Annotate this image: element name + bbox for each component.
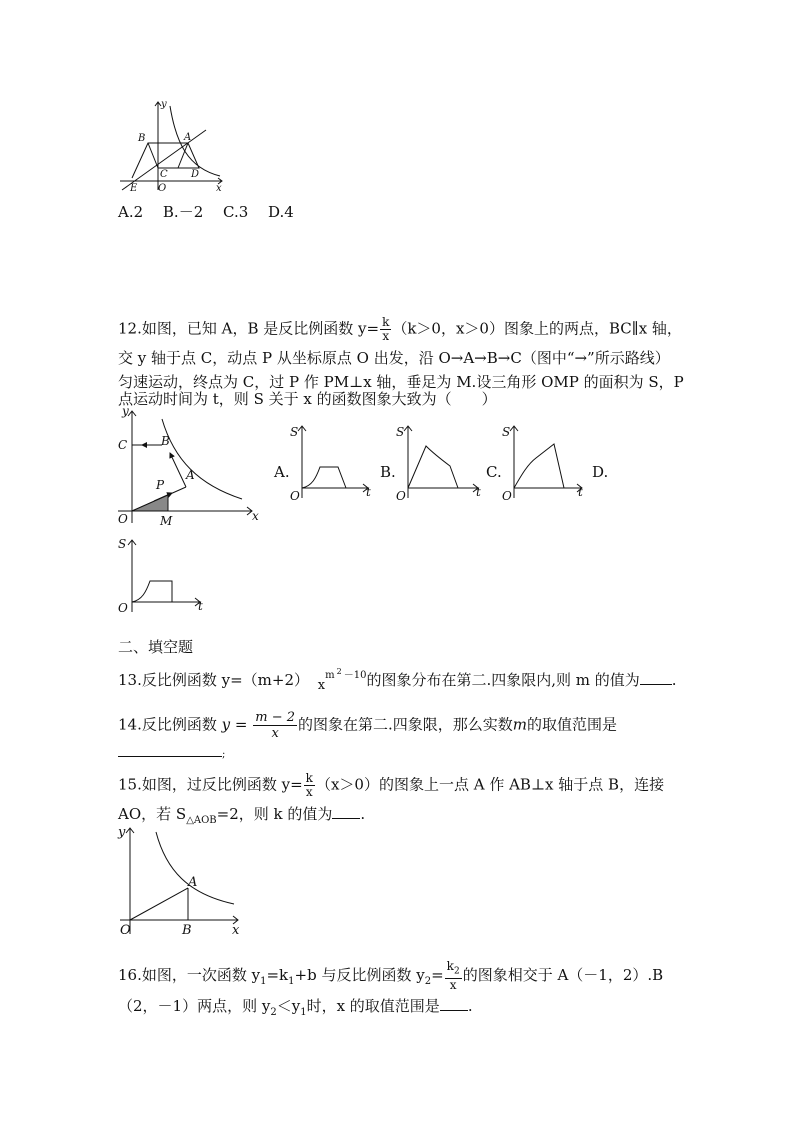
q15-line2-pre: AO，若 S — [118, 805, 187, 823]
q12-d-s: S — [118, 537, 127, 551]
q15-line1-pre: 15.如图，过反比例函数 y= — [118, 775, 303, 794]
q12-label-y: y — [122, 405, 129, 418]
q16-l2-sub2: 1 — [300, 1007, 307, 1018]
q15-frac-den: x — [305, 785, 313, 799]
q12-c-o: O — [502, 489, 512, 503]
q13-base: x — [317, 678, 326, 693]
q16-frac-sub: 2 — [453, 966, 460, 977]
q11-label-b: B — [138, 133, 146, 144]
q16-line2 — [118, 996, 473, 1023]
q14-post-a: 的图象在第二.四象限，那么实数 — [298, 715, 513, 734]
q15-line1 — [118, 772, 664, 799]
q16-l1-b: =k — [266, 966, 289, 985]
q13-exponent — [325, 667, 367, 681]
q12-label-b: B — [161, 434, 170, 448]
q12-label-a: A — [186, 468, 195, 482]
q15-label-o: O — [120, 923, 131, 938]
q12-option-b-label: B. — [380, 463, 396, 481]
q16-l2-sub1: 2 — [270, 1007, 277, 1018]
q14-frac-den: x — [271, 726, 279, 741]
q16-l1-sub3: 2 — [424, 976, 432, 988]
q12-b-o: O — [396, 489, 406, 503]
q16-frac-num — [445, 960, 462, 979]
q11-label-d: D — [191, 169, 200, 180]
q12-label-o: O — [118, 512, 128, 526]
q12-frac-num: k — [382, 315, 390, 329]
q12-option-b-graph — [392, 422, 487, 504]
q16-l1-d: = — [431, 966, 444, 985]
q16-l2-b: ＜y — [276, 997, 301, 1015]
q12-line1 — [118, 316, 682, 343]
q14-frac-num: m − 2 — [255, 710, 295, 725]
q15-label-x: x — [232, 923, 240, 938]
q16-fraction — [445, 960, 462, 992]
q13-exp-tail: －10 — [343, 670, 367, 681]
q15-answer-blank[interactable] — [332, 804, 360, 819]
q14-line1 — [118, 710, 617, 741]
q12-shaded-triangle — [132, 495, 168, 511]
q14-line2 — [118, 742, 225, 765]
q13-exp-sup: 2 — [336, 667, 342, 676]
q12-a-o: O — [290, 489, 300, 503]
q13 — [118, 667, 677, 693]
q12-line2: 交 y 轴于点 C，动点 P 从坐标原点 O 出发，沿 O→A→B→C（图中“→”所示路线） — [118, 349, 670, 367]
q11-label-x: x — [216, 183, 222, 193]
q15-label-b: B — [182, 923, 192, 938]
q12-a-s: S — [290, 425, 299, 439]
q12-a-t: t — [366, 485, 371, 499]
q14-tail: ; — [222, 749, 226, 760]
q14-answer-blank[interactable] — [118, 742, 222, 757]
q12-option-c-label: C. — [486, 463, 502, 481]
q13-pre: 13.反比例函数 y=（m+2） — [118, 671, 310, 689]
q11-label-y: y — [161, 99, 167, 110]
q12-label-p: P — [156, 478, 165, 492]
q12-option-d-label: D. — [592, 463, 609, 481]
q13-answer-blank[interactable] — [640, 670, 672, 685]
q12-d-o: O — [118, 601, 128, 615]
q11-label-e: E — [130, 183, 138, 193]
q15-sub: △AOB — [186, 815, 217, 826]
q14-pre: 14.反比例函数 — [118, 715, 217, 734]
q16-l1-sub2: 1 — [288, 976, 295, 988]
q15-line1-post: （x＞0）的图象上一点 A 作 AB⊥x 轴于点 B，连接 — [315, 775, 665, 794]
q15-line2-post: =2，则 k 的值为 — [216, 805, 333, 823]
q15-label-a: A — [188, 875, 198, 890]
q12-frac-den: x — [382, 329, 390, 343]
q12-c-s: S — [502, 425, 511, 439]
q15-period: . — [360, 805, 366, 823]
q11-figure — [118, 98, 228, 193]
q11-label-o: O — [158, 183, 167, 193]
q12-option-c-graph — [498, 422, 590, 504]
q16-l2-c: 时，x 的取值范围是 — [306, 997, 440, 1015]
q12-line4: 点运动时间为 t，则 S 关于 x 的函数图象大致为（ ） — [118, 390, 497, 408]
q14-fraction — [253, 710, 297, 741]
q15-frac-num: k — [305, 771, 313, 785]
q16-l1-a: 16.如图，一次函数 y — [118, 966, 261, 985]
q16-line1 — [118, 960, 663, 992]
q16-l1-c: +b 与反比例函数 y — [294, 966, 425, 985]
q16-frac-k: k — [446, 959, 454, 973]
q12-d-t: t — [198, 599, 203, 613]
q13-period: . — [671, 671, 677, 689]
q16-period: . — [467, 997, 473, 1015]
q12-option-a-graph — [286, 422, 376, 504]
q12-line1-pre: 12.如图，已知 A，B 是反比例函数 y= — [118, 319, 380, 338]
q14-post-b: 的取值范围是 — [527, 715, 618, 734]
q14-y-eq: y = — [221, 715, 248, 734]
q11-label-c: C — [160, 169, 168, 180]
q15-figure — [116, 822, 246, 938]
q12-c-t: t — [578, 485, 583, 499]
q12-fraction — [380, 316, 391, 343]
q14-m: m — [512, 715, 528, 734]
q16-frac-den: x — [449, 978, 457, 993]
q12-label-c: C — [118, 438, 128, 452]
q13-post: 的图象分布在第二.四象限内,则 m 的值为 — [366, 671, 640, 689]
q11-label-a: A — [184, 132, 192, 143]
q15-fraction — [304, 772, 315, 799]
q12-option-d-graph — [114, 536, 209, 618]
q12-b-t: t — [476, 485, 481, 499]
q16-l1-e: 的图象相交于 A（－1，2）.B — [462, 966, 664, 985]
q11-options: A.2 B.－2 C.3 D.4 — [118, 203, 294, 221]
q12-label-x: x — [252, 509, 259, 523]
q12-b-s: S — [396, 425, 405, 439]
section-title: 二、填空题 — [118, 638, 194, 656]
q12-label-m: M — [160, 514, 173, 528]
q12-line3: 匀速运动，终点为 C，过 P 作 PM⊥x 轴，垂足为 M.设三角形 OMP 的面积为 S，P — [118, 373, 684, 391]
q16-l1-sub1: 1 — [260, 976, 267, 988]
q12-line1-post: （k＞0，x＞0）图象上的两点，BC∥x 轴， — [392, 319, 682, 338]
q13-exp-m: m — [325, 670, 335, 681]
q15-label-y: y — [118, 825, 126, 840]
q16-l2-a: （2，－1）两点，则 y — [118, 997, 271, 1015]
q12-main-figure — [114, 405, 264, 530]
q16-answer-blank[interactable] — [440, 996, 468, 1011]
q12-option-a-label: A. — [274, 463, 290, 481]
